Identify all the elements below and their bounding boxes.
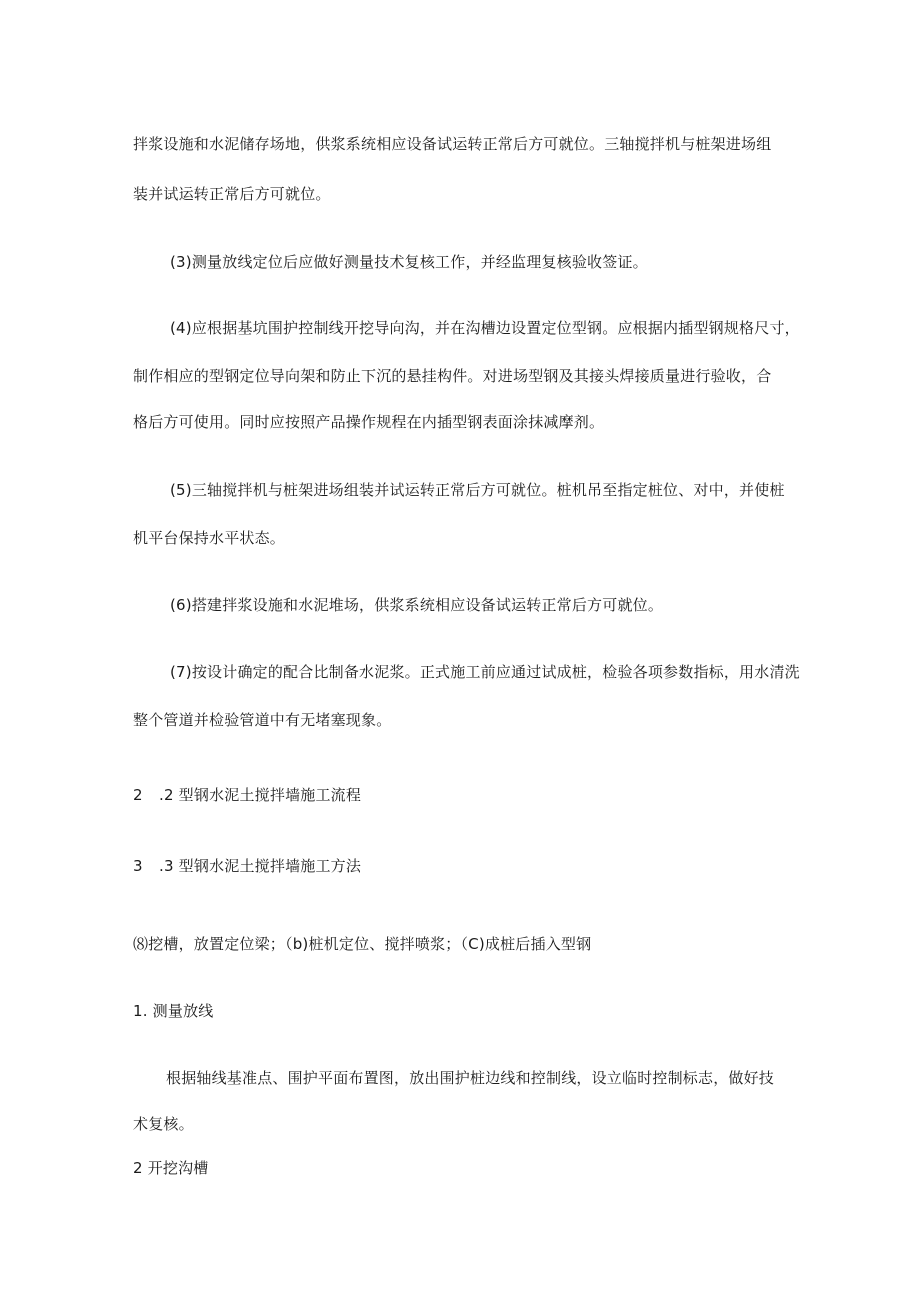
paragraph-7-line-2: 整个管道并检验管道中有无堵塞现象。 xyxy=(133,711,392,729)
paragraph-5-line-2: 机平台保持水平状态。 xyxy=(133,529,286,547)
step-1-line-1: 根据轴线基准点、围护平面布置图，放出围护桩边线和控制线，设立临时控制标志，做好技 xyxy=(166,1069,775,1087)
paragraph-1-line-2: 装并试运转正常后方可就位。 xyxy=(133,185,331,203)
paragraph-7-line-1: (7)按设计确定的配合比制备水泥浆。正式施工前应通过试成桩，检验各项参数指标，用水清洗 xyxy=(170,663,800,681)
paragraph-6-line-1: (6)搭建拌浆设施和水泥堆场，供浆系统相应设备试运转正常后方可就位。 xyxy=(170,596,664,614)
step-1-title: 1. 测量放线 xyxy=(133,1002,214,1020)
paragraph-5-line-1: (5)三轴搅拌机与桩架进场组装并试运转正常后方可就位。桩机吊至指定桩位、对中，并使桩 xyxy=(170,481,785,499)
section-heading-3-3 xyxy=(133,856,361,876)
paragraph-4-line-1: (4)应根据基坑围护控制线开挖导向沟，并在沟槽边设置定位型钢。应根据内插型钢规格尺寸， xyxy=(170,319,800,337)
section-heading-2-2-number: 2 xyxy=(133,786,143,804)
step-1-line-2: 术复核。 xyxy=(133,1115,194,1133)
paragraph-1-line-1: 拌浆设施和水泥储存场地，供浆系统相应设备试运转正常后方可就位。三轴搅拌机与桩架进场组 xyxy=(133,135,772,153)
section-heading-3-3-text: .3 型钢水泥土搅拌墙施工方法 xyxy=(159,857,362,875)
section-heading-2-2 xyxy=(133,785,361,805)
section-heading-2-2-text: .2 型钢水泥土搅拌墙施工流程 xyxy=(159,786,362,804)
paragraph-4-line-3: 格后方可使用。同时应按照产品操作规程在内插型钢表面涂抹减摩剂。 xyxy=(133,413,605,431)
paragraph-3-line-1: (3)测量放线定位后应做好测量技术复核工作，并经监理复核验收签证。 xyxy=(170,253,648,271)
step-2-title: 2 开挖沟槽 xyxy=(133,1159,209,1177)
figure-caption: ⑻挖槽，放置定位梁；（b)桩机定位、搅拌喷浆；（C)成桩后插入型钢 xyxy=(133,935,592,953)
paragraph-4-line-2: 制作相应的型钢定位导向架和防止下沉的悬挂构件。对进场型钢及其接头焊接质量进行验收，合 xyxy=(133,367,772,385)
section-heading-3-3-number: 3 xyxy=(133,857,143,875)
